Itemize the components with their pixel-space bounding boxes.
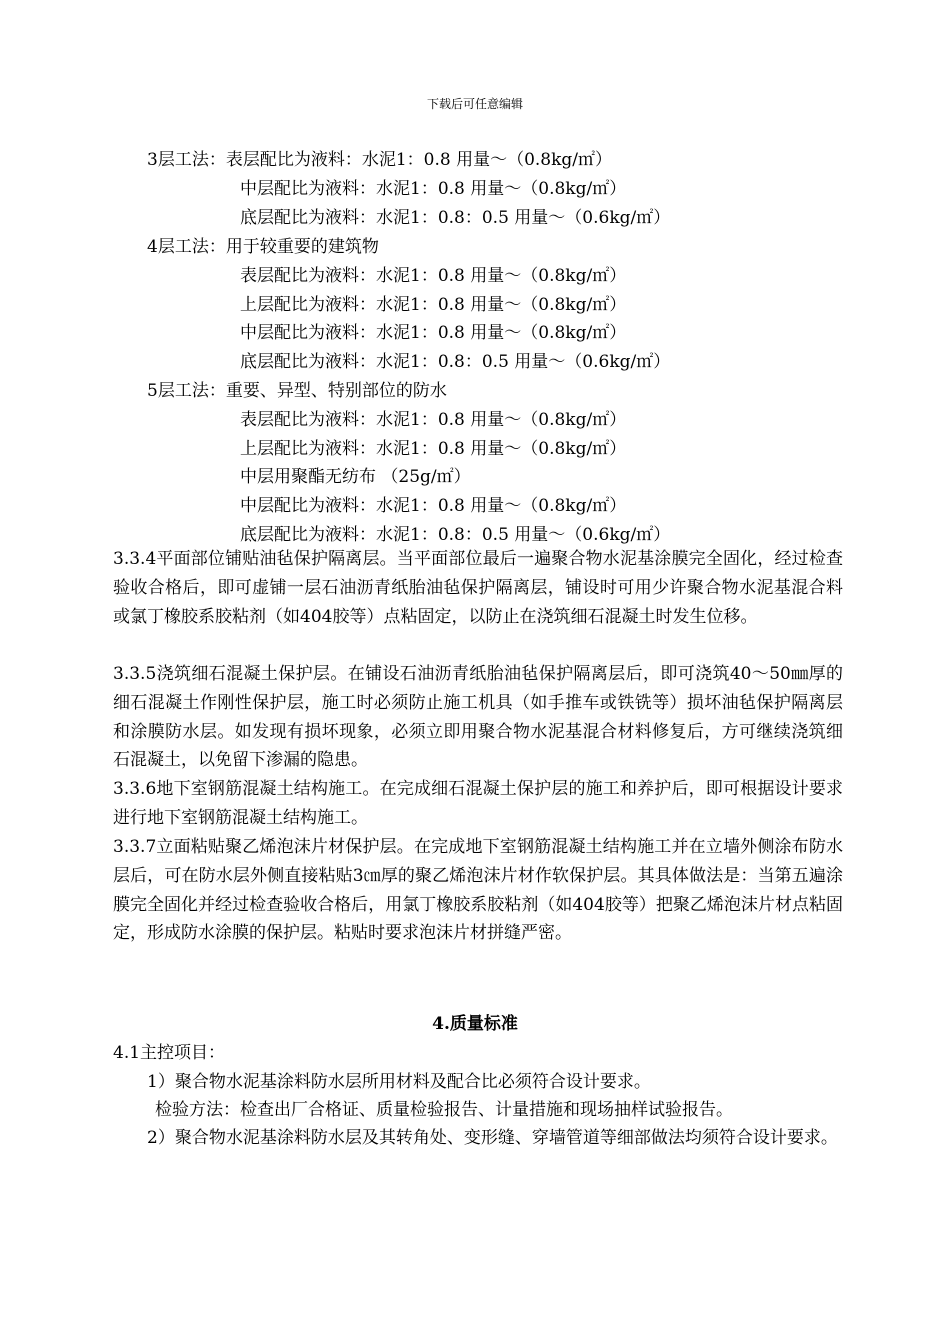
method-line-3-top: 3层工法：表层配比为液料：水泥1：0.8 用量～（0.8kg/㎡） [147, 150, 613, 170]
paragraph-3-3-4: 3.3.4平面部位铺贴油毡保护隔离层。当平面部位最后一遍聚合物水泥基涂膜完全固化，经过检查验收合格后，即可虚铺一层石油沥青纸胎油毡保护隔离层，铺设时可用少许聚合物水泥基混合料或氯丁橡胶系胶粘剂（如404胶等）点粘固定，以防止在浇筑细石混凝土时发生位移。 [113, 549, 843, 627]
method-line: 中层用聚酯无纺布 （25g/㎡） [240, 467, 471, 487]
method-line: 底层配比为液料：水泥1：0.8：0.5 用量～（0.6kg/㎡） [240, 208, 671, 228]
quality-item-1: 1）聚合物水泥基涂料防水层所用材料及配合比必须符合设计要求。 [147, 1072, 651, 1092]
paragraph-3-3-6: 3.3.6地下室钢筋混凝土结构施工。在完成细石混凝土保护层的施工和养护后，即可根据设计要求进行地下室钢筋混凝土结构施工。 [113, 779, 843, 828]
method-line: 上层配比为液料：水泥1：0.8 用量～（0.8kg/㎡） [240, 439, 627, 459]
method-line: 中层配比为液料：水泥1：0.8 用量～（0.8kg/㎡） [240, 323, 627, 343]
quality-item-2: 2）聚合物水泥基涂料防水层及其转角处、变形缝、穿墙管道等细部做法均须符合设计要求。 [147, 1128, 838, 1148]
method-line: 表层配比为液料：水泥1：0.8 用量～（0.8kg/㎡） [240, 410, 627, 430]
subsection-title: 4.1主控项目： [113, 1043, 226, 1063]
method-line: 中层配比为液料：水泥1：0.8 用量～（0.8kg/㎡） [240, 496, 627, 516]
method-line-5-title: 5层工法：重要、异型、特别部位的防水 [147, 381, 447, 401]
method-line: 底层配比为液料：水泥1：0.8：0.5 用量～（0.6kg/㎡） [240, 352, 671, 372]
method-line-4-title: 4层工法：用于较重要的建筑物 [147, 237, 379, 257]
inspection-method: 检验方法：检查出厂合格证、质量检验报告、计量措施和现场抽样试验报告。 [155, 1100, 733, 1120]
method-line: 中层配比为液料：水泥1：0.8 用量～（0.8kg/㎡） [240, 179, 627, 199]
paragraph-3-3-7: 3.3.7立面粘贴聚乙烯泡沫片材保护层。在完成地下室钢筋混凝土结构施工并在立墙外侧涂布防水层后，可在防水层外侧直接粘贴3㎝厚的聚乙烯泡沫片材作软保护层。其具体做法是：当第五遍涂膜完全固化并经过检查验收合格后，用氯丁橡胶系胶粘剂（如404胶等）把聚乙烯泡沫片材点粘固定，形成防水涂膜的保护层。粘贴时要求泡沫片材拼缝严密。 [113, 837, 843, 944]
paragraph-3-3-5: 3.3.5浇筑细石混凝土保护层。在铺设石油沥青纸胎油毡保护隔离层后，即可浇筑40～50㎜厚的细石混凝土作刚性保护层，施工时必须防止施工机具（如手推车或铁铣等）损坏油毡保护隔离层和涂膜防水层。如发现有损坏现象，必须立即用聚合物水泥基混合材料修复后，方可继续浇筑细石混凝土，以免留下渗漏的隐患。 [113, 664, 843, 771]
method-line: 底层配比为液料：水泥1：0.8：0.5 用量～（0.6kg/㎡） [240, 525, 671, 545]
page-header: 下载后可任意编辑 [426, 97, 523, 111]
method-line: 上层配比为液料：水泥1：0.8 用量～（0.8kg/㎡） [240, 295, 627, 315]
method-line: 表层配比为液料：水泥1：0.8 用量～（0.8kg/㎡） [240, 266, 627, 286]
section-title: 4.质量标准 [432, 1014, 518, 1034]
